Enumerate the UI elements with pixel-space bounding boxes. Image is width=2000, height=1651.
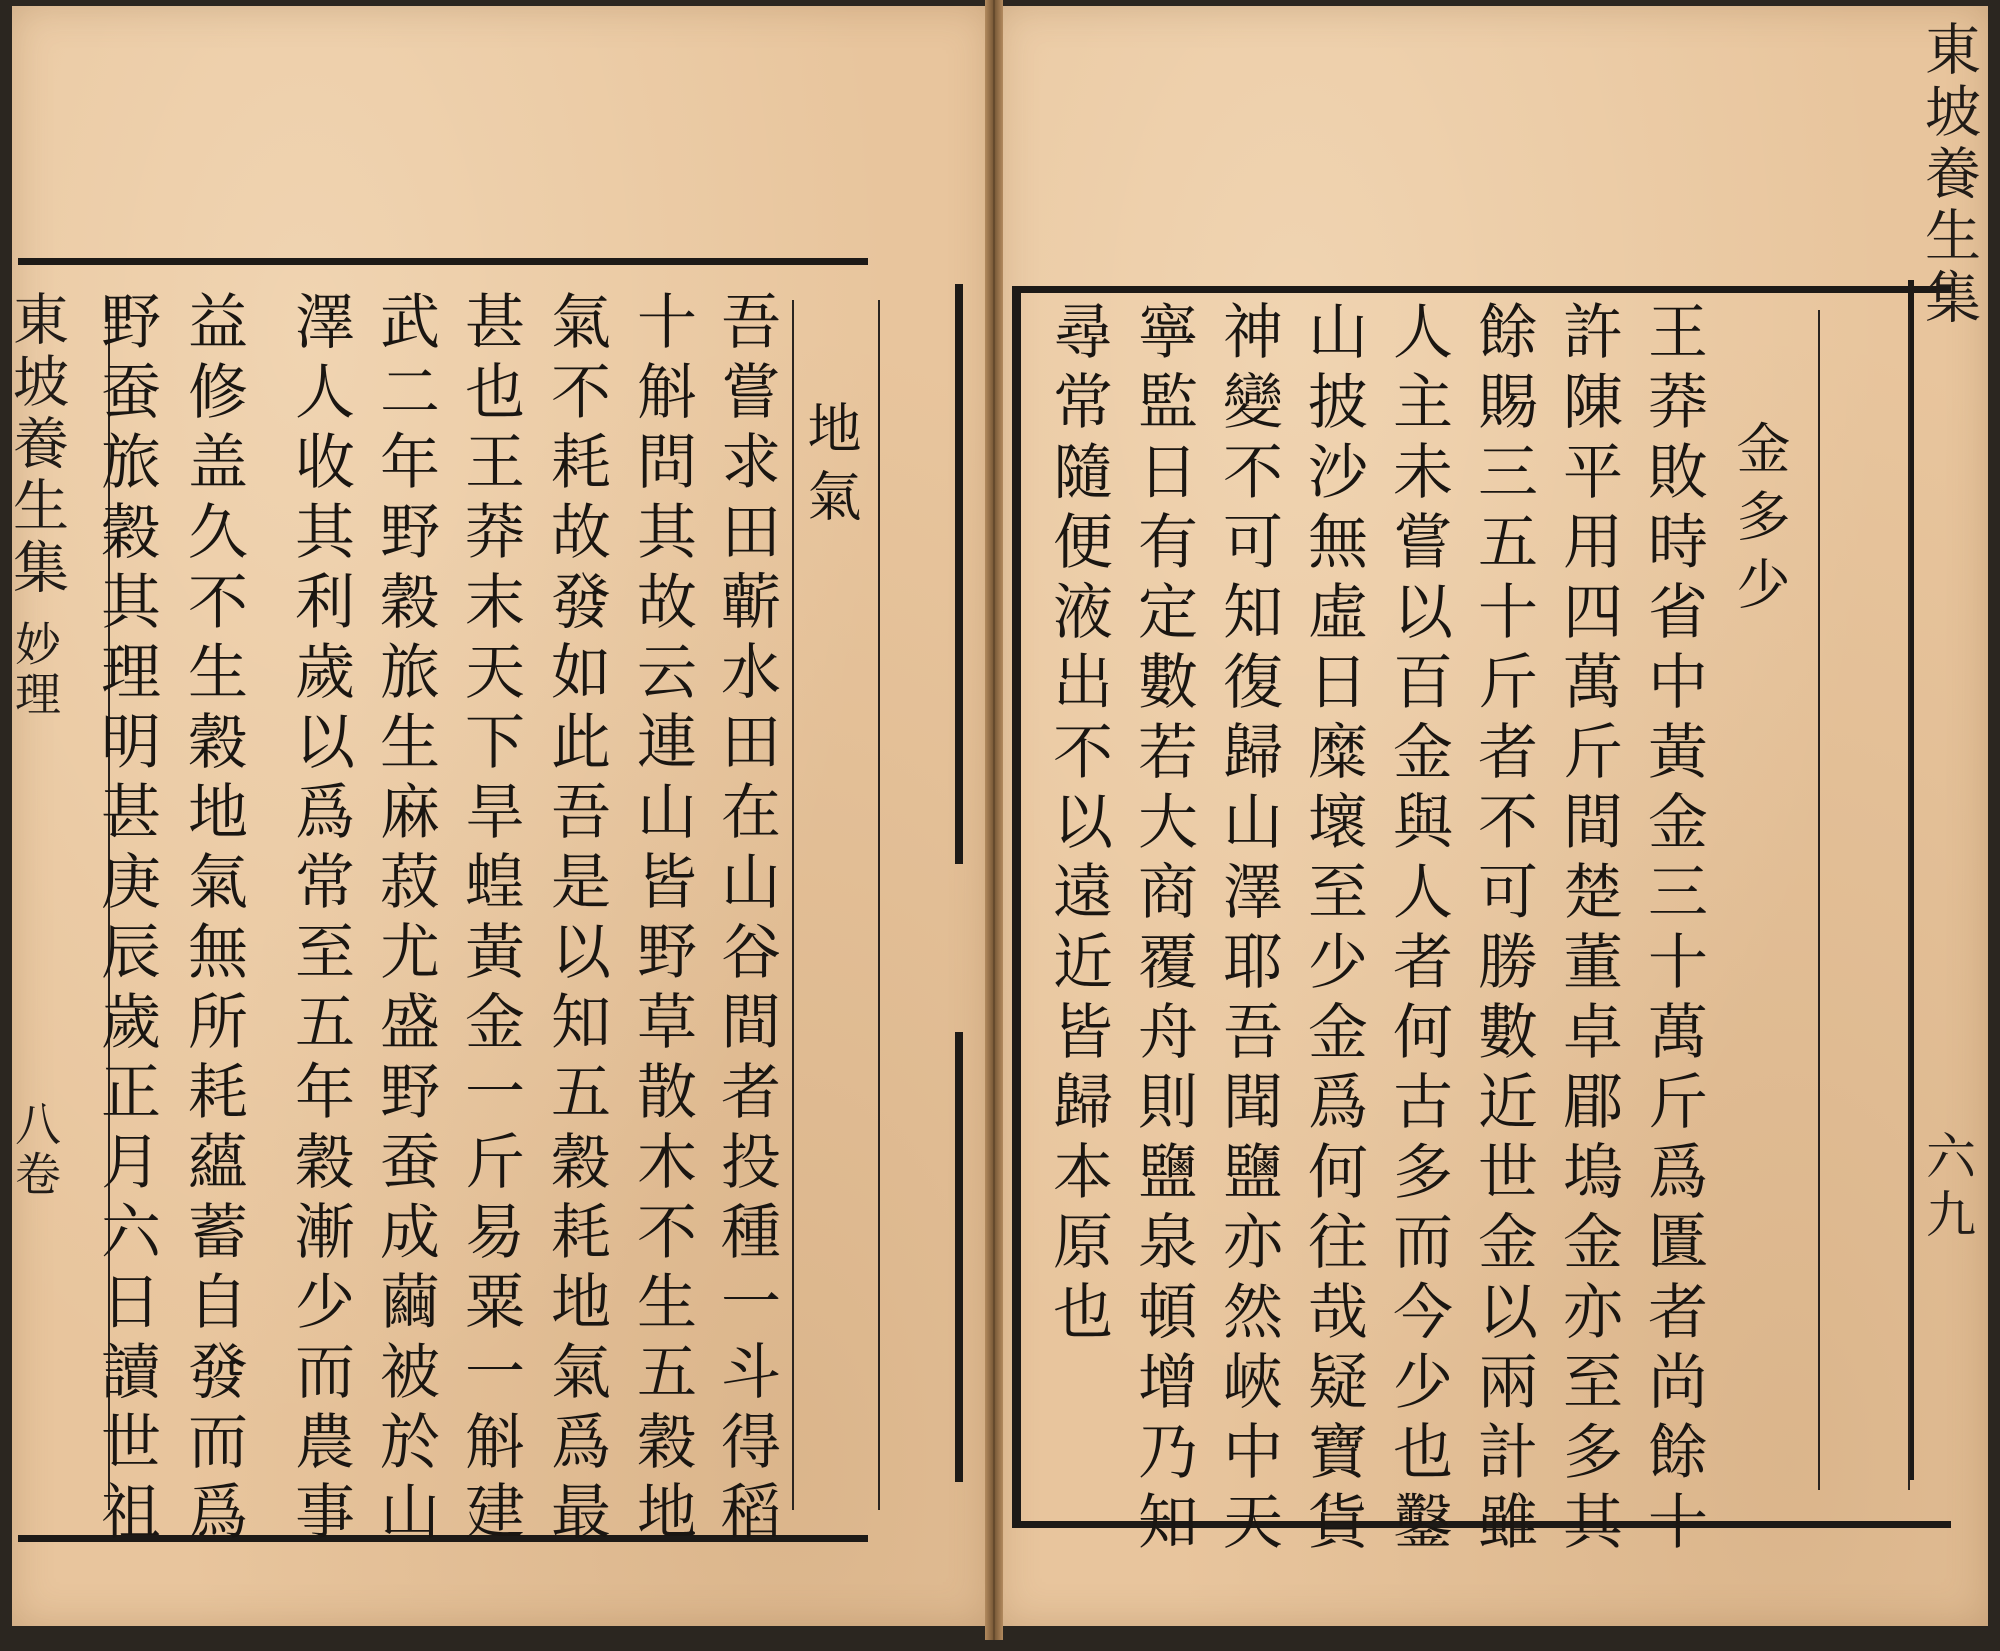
left-frame-edge xyxy=(955,284,963,864)
right-text-column-5: 山披沙無虛日糜壞至少金爲何往哉疑寶貨 xyxy=(1298,300,1368,1560)
left-text-column-5: 武二年野穀旅生麻菽尤盛野蚕成繭被於山 xyxy=(370,290,440,1550)
column-rule xyxy=(1818,310,1820,1490)
left-frame-edge-lower xyxy=(955,1032,963,1482)
left-margin-juan: 八卷 xyxy=(8,1100,62,1200)
left-text-column-7: 益修盖久不生穀地氣無所耗蘊蓄自發而爲 xyxy=(178,290,248,1550)
column-rule xyxy=(1908,310,1910,1490)
right-margin-title: 東坡養生集 xyxy=(1916,20,1981,330)
right-text-column-6: 神變不可知復歸山澤耶吾聞鹽亦然峽中天 xyxy=(1213,300,1283,1560)
left-text-column-2: 十斛問其故云連山皆野草散木不生五穀地 xyxy=(627,290,697,1550)
right-section-title: 金多少 xyxy=(1728,420,1791,624)
right-text-column-2: 許陳平用四萬斤間楚董卓郿塢金亦至多其 xyxy=(1553,300,1623,1560)
column-rule xyxy=(792,300,794,1510)
left-text-column-4: 甚也王莽末天下旱蝗黃金一斤易粟一斛建 xyxy=(455,290,525,1550)
right-text-column-8: 尋常隨便液出不以遠近皆歸本原也 xyxy=(1043,300,1113,1350)
right-text-column-4: 人主未嘗以百金與人者何古多而今少也鑿 xyxy=(1383,300,1453,1560)
left-text-column-6: 澤人收其利歲以爲常至五年穀漸少而農事 xyxy=(285,290,355,1550)
left-margin-section: 妙理 xyxy=(8,620,62,720)
left-text-column-1: 吾嘗求田蘄水田在山谷間者投種一斗得稻 xyxy=(711,290,781,1550)
left-section-title: 地氣 xyxy=(799,400,862,536)
left-text-column-3: 氣不耗故發如此吾是以知五穀耗地氣爲最 xyxy=(541,290,611,1550)
book-gutter xyxy=(985,0,1003,1640)
column-rule xyxy=(878,300,880,1510)
left-text-column-8: 野蚕旅穀其理明甚庚辰歲正月六日讀世祖 xyxy=(91,290,161,1550)
right-text-column-3: 餘賜三五十斤者不可勝數近世金以兩計雖 xyxy=(1468,300,1538,1560)
folio-number: 六九 xyxy=(1918,1130,1976,1246)
right-text-column-7: 寧監日有定數若大商覆舟則鹽泉頓增乃知 xyxy=(1128,300,1198,1560)
right-text-column-1: 王莽敗時省中黃金三十萬斤爲匱者尚餘十 xyxy=(1638,300,1708,1560)
left-margin-title: 東坡養生集 xyxy=(4,290,69,600)
